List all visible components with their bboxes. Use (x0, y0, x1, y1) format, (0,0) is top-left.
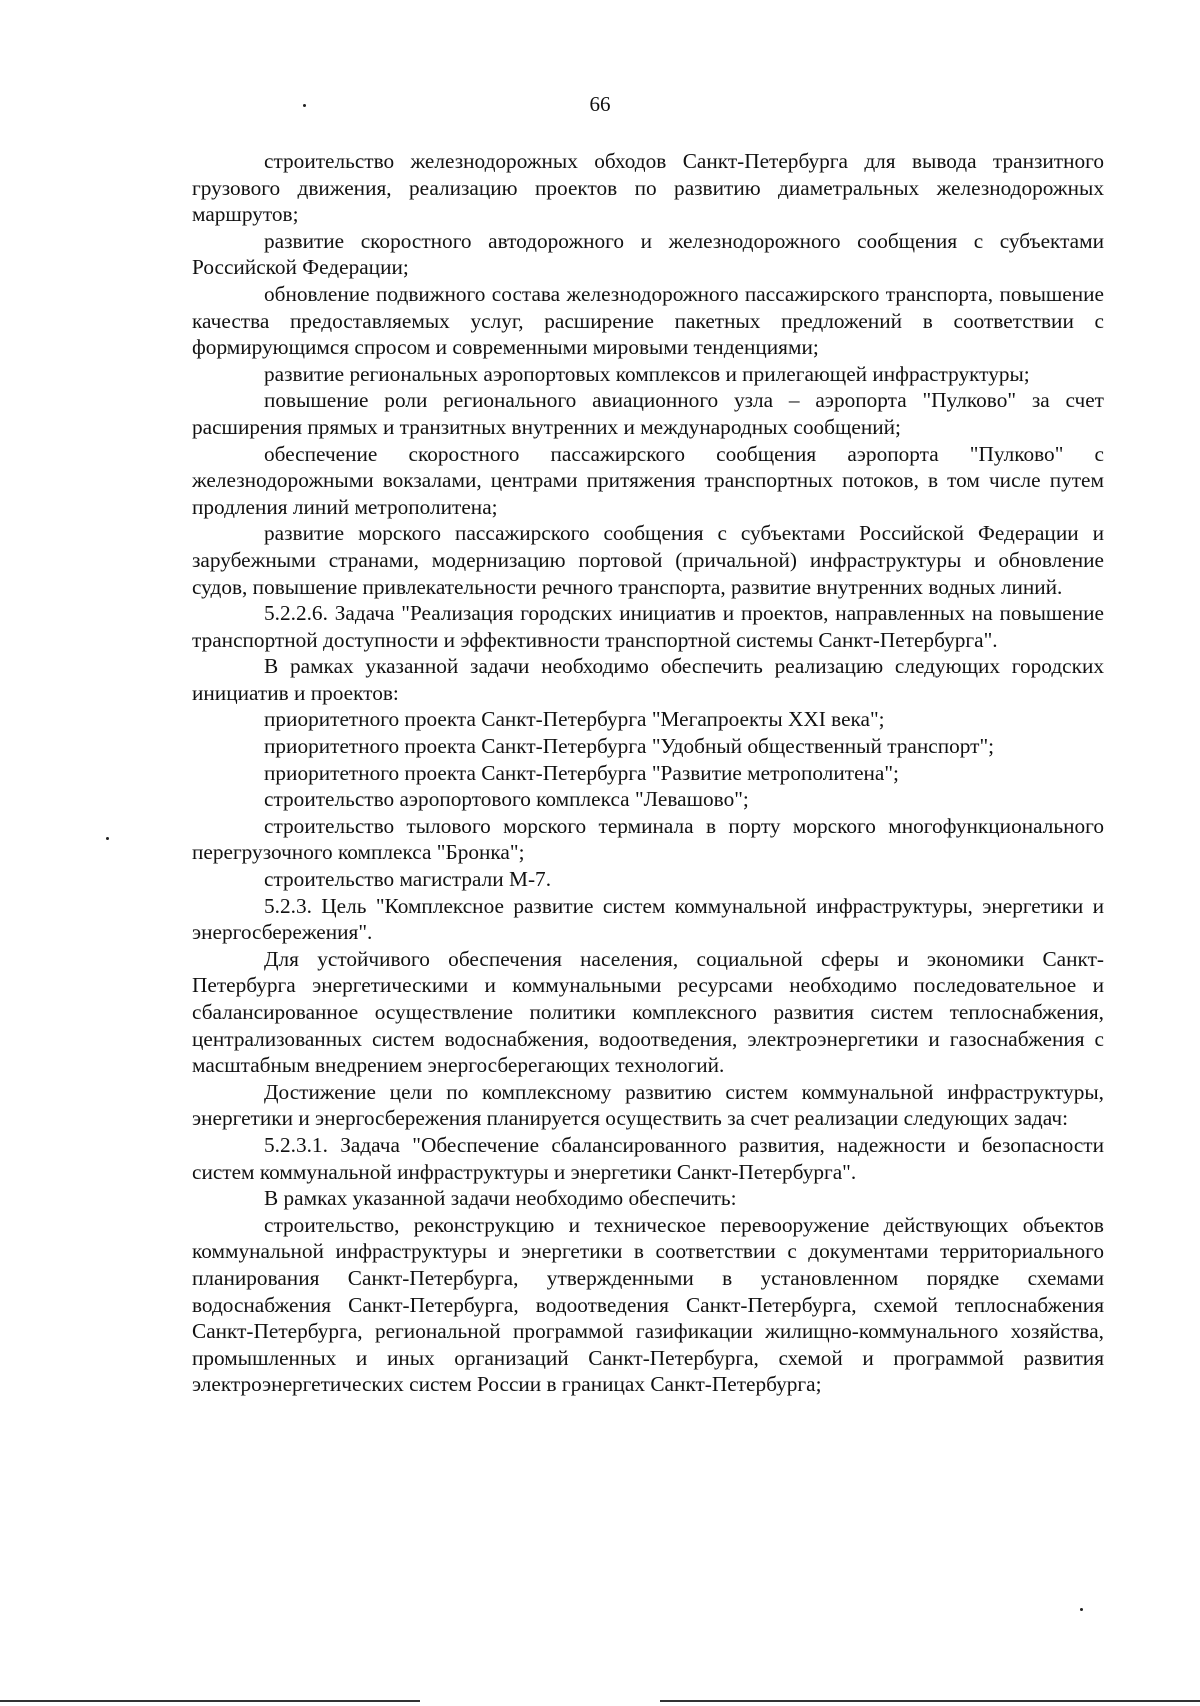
paragraph: строительство аэропортового комплекса "Левашово"; (264, 787, 749, 812)
paragraph: повышение роли регионального авиационного узла – аэропорта "Пулково" за счет расширения прямых и транзитных внутренних и международных сообщений; (192, 388, 1104, 439)
paragraph: Достижение цели по комплексному развитию систем коммунальной инфраструктуры, энергетики и энергосбережения планируется осуществить за счет реализации следующих задач: (192, 1079, 1104, 1131)
paragraph: обеспечение скоростного пассажирского сообщения аэропорта "Пулково" с железнодорожными вокзалами, центрами притяжения транспортных потоков, в том числе путем продления линий метрополитена; (192, 441, 1104, 519)
page-number: 66 (589, 92, 611, 116)
scan-edge-line (660, 1700, 1200, 1702)
paragraph: развитие региональных аэропортовых комплексов и прилегающей инфраструктуры; (264, 361, 1030, 386)
paragraph: развитие скоростного автодорожного и железнодорожного сообщения с субъектами Российской Федерации; (192, 228, 1104, 280)
paragraph: 5.2.3. Цель "Комплексное развитие систем коммунальной инфраструктуры, энергетики и энергосбережения". (192, 893, 1104, 945)
paragraph: В рамках указанной задачи необходимо обеспечить реализацию следующих городских инициатив и проектов: (192, 654, 1104, 705)
paragraph: приоритетного проекта Санкт-Петербурга "Развитие метрополитена"; (264, 760, 899, 785)
paragraph: строительство, реконструкцию и техническое перевооружение действующих объектов коммунальной инфраструктуры и энергетики в соответствии с документами территориального планирования Санкт-Петербурга, утвержденными в установленном порядке схемами водоснабжения Санкт-Петербурга, водоотведения Санкт-Петербурга, схемой теплоснабжения Санкт-Петербурга, региональной программой газификации жилищно-коммунального хозяйства, промышленных и иных организаций Санкт-Петербурга, схемой и программой развития электроэнергетических систем России в границах Санкт-Петербурга; (192, 1212, 1104, 1397)
paragraph: приоритетного проекта Санкт-Петербурга "Удобный общественный транспорт"; (264, 734, 995, 759)
paragraph: приоритетного проекта Санкт-Петербурга "Мегапроекты XXI века"; (264, 707, 885, 732)
scan-speck (106, 837, 109, 840)
paragraph: 5.2.3.1. Задача "Обеспечение сбалансированного развития, надежности и безопасности систем коммунальной инфраструктуры и энергетики Санкт-Петербурга". (192, 1132, 1104, 1184)
paragraph: Для устойчивого обеспечения населения, социальной сферы и экономики Санкт-Петербурга энергетическими и коммунальными ресурсами необходимо последовательное и сбалансированное осуществление политики комплексного развития систем теплоснабжения, централизованных систем водоснабжения, водоотведения, электроэнергетики и газоснабжения с масштабным внедрением энергосберегающих технологий. (192, 946, 1104, 1078)
paragraph: строительство железнодорожных обходов Санкт-Петербурга для вывода транзитного грузового движения, реализацию проектов по развитию диаметральных железнодорожных маршрутов; (192, 149, 1104, 227)
scan-speck (1080, 1608, 1083, 1611)
paragraph: обновление подвижного состава железнодорожного пассажирского транспорта, повышение качества предоставляемых услуг, расширение пакетных предложений в соответствии с формирующимся спросом и современными мировыми тенденциями; (192, 281, 1104, 360)
paragraph: строительство магистрали М-7. (264, 867, 552, 892)
paragraph: строительство тылового морского терминала в порту морского многофункционального перегрузочного комплекса "Бронка"; (192, 813, 1104, 865)
scan-speck (303, 104, 306, 107)
paragraph: В рамках указанной задачи необходимо обеспечить: (264, 1186, 737, 1211)
scan-edge-line (0, 1700, 420, 1702)
paragraph: развитие морского пассажирского сообщения с субъектами Российской Федерации и зарубежными странами, модернизацию портовой (причальной) инфраструктуры и обновление судов, повышение привлекательности речного транспорта, развитие внутренних водных линий. (192, 521, 1104, 599)
document-body (192, 148, 1104, 1398)
paragraph: 5.2.2.6. Задача "Реализация городских инициатив и проектов, направленных на повышение транспортной доступности и эффективности транспортной системы Санкт-Петербурга". (192, 601, 1104, 652)
